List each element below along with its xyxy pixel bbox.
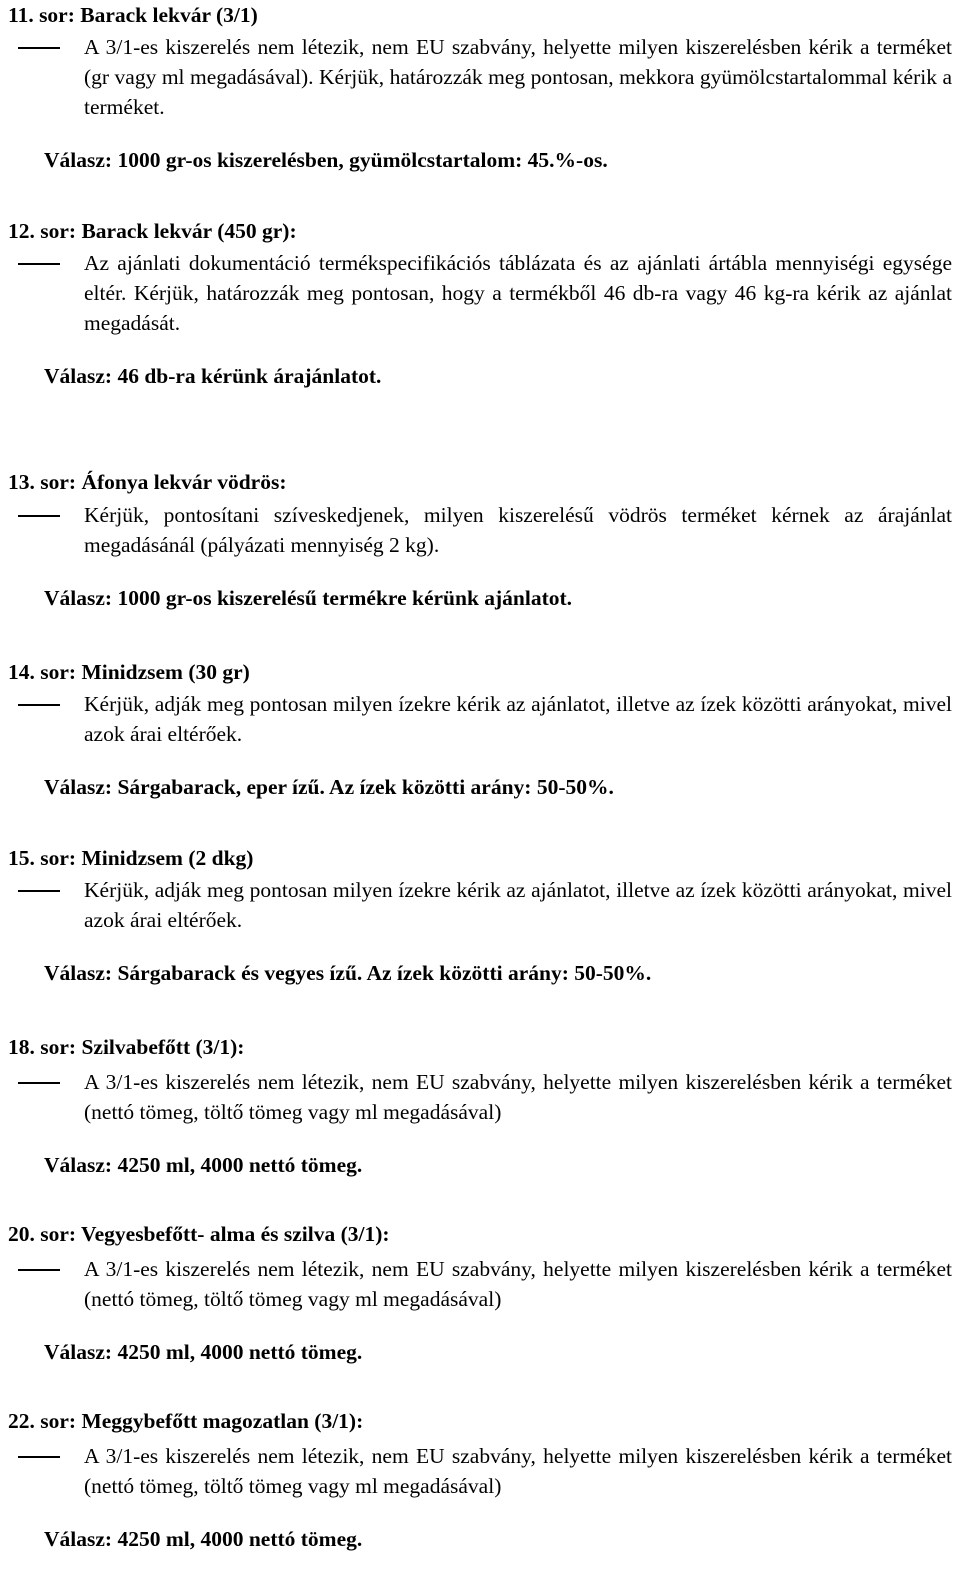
answer-text: Válasz: 46 db-ra kérünk árajánlatot. (44, 364, 382, 388)
section-heading: 12. sor: Barack lekvár (450 gr): (8, 219, 297, 243)
question-text (84, 1441, 952, 1501)
answer-text: Válasz: 4250 ml, 4000 nettó tömeg. (44, 1153, 363, 1177)
question-body: Kérjük, adják meg pontosan milyen ízekre kérik az ajánlatot, illetve az ízek közötti arányokat, mivel azok árai eltérőek. (84, 878, 952, 932)
section-heading: 15. sor: Minidzsem (2 dkg) (8, 846, 254, 870)
section-heading: 20. sor: Vegyesbefőtt- alma és szilva (3/1): (8, 1222, 390, 1246)
section-14 (0, 657, 960, 802)
section-13 (0, 467, 960, 613)
answer-text: Válasz: 1000 gr-os kiszerelésű termékre kérünk ajánlatot. (44, 586, 573, 610)
question-body: A 3/1-es kiszerelés nem létezik, nem EU szabvány, helyette milyen kiszerelésben kérik a terméket (nettó tömeg, töltő tömeg vagy ml megadásával) (84, 1070, 952, 1124)
section-18 (0, 1032, 960, 1180)
question-body: Kérjük, pontosítani szíveskedjenek, milyen kiszerelésű vödrös terméket kérnek az árajánlat megadásánál (pályázati mennyiség 2 kg). (84, 503, 952, 557)
answer-text: Válasz: 4250 ml, 4000 nettó tömeg. (44, 1340, 363, 1364)
question-text (84, 500, 952, 560)
question-body: A 3/1-es kiszerelés nem létezik, nem EU szabvány, helyette milyen kiszerelésben kérik a terméket (nettó tömeg, töltő tömeg vagy ml megadásával) (84, 1257, 952, 1311)
question-body: A 3/1-es kiszerelés nem létezik, nem EU szabvány, helyette milyen kiszerelésben kérik a terméket (nettó tömeg, töltő tömeg vagy ml megadásával) (84, 1444, 952, 1498)
question-text (84, 1067, 952, 1127)
section-15 (0, 843, 960, 988)
question-text (84, 32, 952, 122)
section-heading: 18. sor: Szilvabefőtt (3/1): (8, 1035, 245, 1059)
answer-text: Válasz: 1000 gr-os kiszerelésben, gyümölcstartalom: 45.%-os. (44, 148, 608, 172)
answer-text: Válasz: Sárgabarack és vegyes ízű. Az ízek közötti arány: 50-50%. (44, 961, 652, 985)
section-20 (0, 1219, 960, 1367)
question-text (84, 689, 952, 749)
question-text (84, 248, 952, 338)
section-12 (0, 216, 960, 391)
question-body: Kérjük, adják meg pontosan milyen ízekre kérik az ajánlatot, illetve az ízek közötti arányokat, mivel azok árai eltérőek. (84, 692, 952, 746)
answer-text: Válasz: Sárgabarack, eper ízű. Az ízek közötti arány: 50-50%. (44, 775, 614, 799)
section-heading: 14. sor: Minidzsem (30 gr) (8, 660, 250, 684)
question-text (84, 1254, 952, 1314)
question-body: A 3/1-es kiszerelés nem létezik, nem EU szabvány, helyette milyen kiszerelésben kérik a terméket (gr vagy ml megadásával). Kérjük, határozzák meg pontosan, mekkora gyümölcstartalommal kérik a terméket. (84, 35, 952, 119)
section-heading: 13. sor: Áfonya lekvár vödrös: (8, 470, 287, 494)
question-text (84, 875, 952, 935)
section-22 (0, 1406, 960, 1554)
section-11 (0, 0, 960, 175)
answer-text: Válasz: 4250 ml, 4000 nettó tömeg. (44, 1527, 363, 1551)
section-heading: 22. sor: Meggybefőtt magozatlan (3/1): (8, 1409, 364, 1433)
section-heading: 11. sor: Barack lekvár (3/1) (8, 3, 258, 27)
question-body: Az ajánlati dokumentáció termékspecifikációs táblázata és az ajánlati ártábla mennyiségi egysége eltér. Kérjük, határozzák meg pontosan, hogy a termékből 46 db-ra vagy 46 kg-ra kérik az ajánlat megadását. (84, 251, 952, 335)
